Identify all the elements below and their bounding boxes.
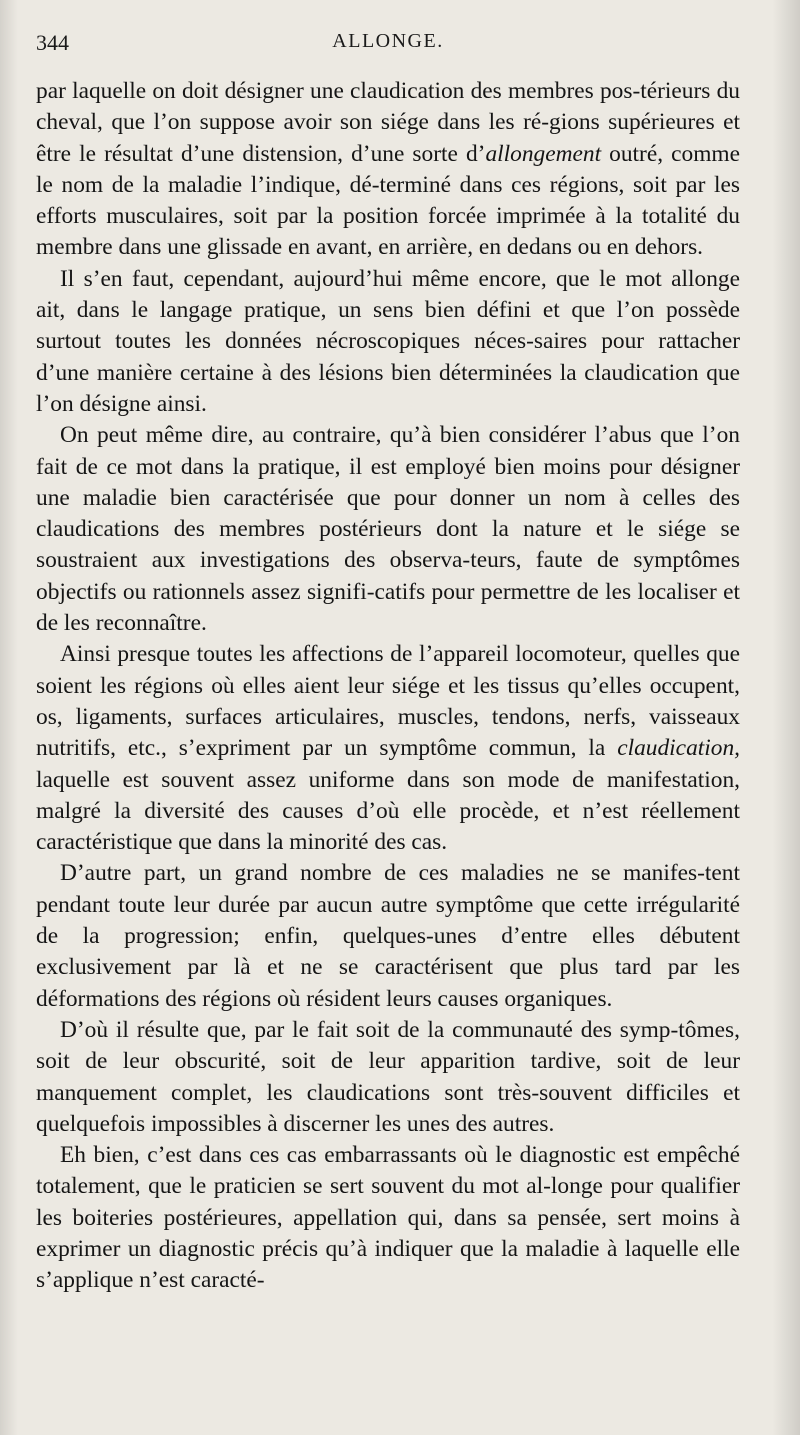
paragraph-3-text: On peut même dire, au contraire, qu’à bien considérer l’abus que l’on fait de ce mot dans la pratique, il est employé bien moins pour désigner une maladie bien caractérisée que pour donner un nom à celles des claudications des membres postérieurs dont la nature et le siége se soustraient aux investigations des observa-teurs, faute de symptômes objectifs ou rationnels assez signifi-catifs pour permettre de les localiser et de les reconnaître. (36, 422, 740, 637)
paragraph-1-text-b: outré, comme le nom de la maladie l’indique, dé-terminé dans ces régions, soit par les efforts musculaires, soit par la position forcée imprimée à la totalité du membre dans une glissade en avant, en arrière, en dedans ou en dehors. (36, 140, 740, 261)
paragraph-1-italic-term: allongement (485, 140, 602, 167)
paragraph-2-text: Il s’en faut, cependant, aujourd’hui même encore, que le mot allonge ait, dans le langage pratique, un sens bien défini et que l’on possède surtout toutes les données nécroscopiques néces-saires pour rattacher d’une manière certaine à des lésions bien déterminées la claudication que l’on désigne ainsi. (36, 265, 740, 417)
paragraph-1-text-a: par laquelle on doit désigner une claudication des membres pos-térieurs du cheval, que l’on suppose avoir son siége dans les ré-gions supérieures et être le résultat d’une distension, d’une sorte d’ (36, 78, 740, 167)
page-number: 344 (36, 30, 69, 55)
paragraph-2 (36, 264, 740, 420)
paragraph-1 (36, 76, 740, 264)
paragraph-7 (36, 1140, 740, 1296)
page-header (36, 30, 740, 60)
body-text (36, 76, 740, 1297)
paragraph-4 (36, 639, 740, 858)
paragraph-7-text: Eh bien, c’est dans ces cas embarrassants où le diagnostic est empêché totalement, que le praticien se sert souvent du mot al-longe pour qualifier les boiteries postérieures, appellation qui, dans sa pensée, sert moins à exprimer un diagnostic précis qu’à indiquer que la maladie à laquelle elle s’applique n’est caracté- (36, 1142, 740, 1294)
paragraph-4-text-b: laquelle est souvent assez uniforme dans son mode de manifestation, malgré la diversité des causes d’où elle procède, et n’est réellement caractéristique que dans la minorité des cas. (36, 766, 740, 856)
paragraph-5-text: D’autre part, un grand nombre de ces maladies ne se manifes-tent pendant toute leur durée par aucun autre symptôme que cette irrégularité de la progression; enfin, quelques-unes d’entre elles débutent exclusivement par là et ne se caractérisent que plus tard par les déformations des régions où résident leurs causes organiques. (36, 860, 740, 1012)
paragraph-4-italic-term: claudication, (617, 735, 740, 762)
page-shadow-left (0, 0, 18, 1435)
paragraph-6 (36, 1015, 740, 1140)
paragraph-5 (36, 858, 740, 1014)
running-head: ALLONGE. (332, 30, 444, 52)
paragraph-3 (36, 420, 740, 639)
page-shadow-right (772, 0, 800, 1435)
paragraph-6-text: D’où il résulte que, par le fait soit de la communauté des symp-tômes, soit de leur obscurité, soit de leur apparition tardive, soit de leur manquement complet, les claudications sont très-souvent difficiles et quelquefois impossibles à discerner les unes des autres. (36, 1016, 740, 1137)
paragraph-4-text-a: Ainsi presque toutes les affections de l’appareil locomoteur, quelles que soient les régions où elles aient leur siége et les tissus qu’elles occupent, os, ligaments, surfaces articulaires, muscles, tendons, nerfs, vaisseaux nutritifs, etc., s’expriment par un symptôme commun, la (36, 641, 740, 762)
